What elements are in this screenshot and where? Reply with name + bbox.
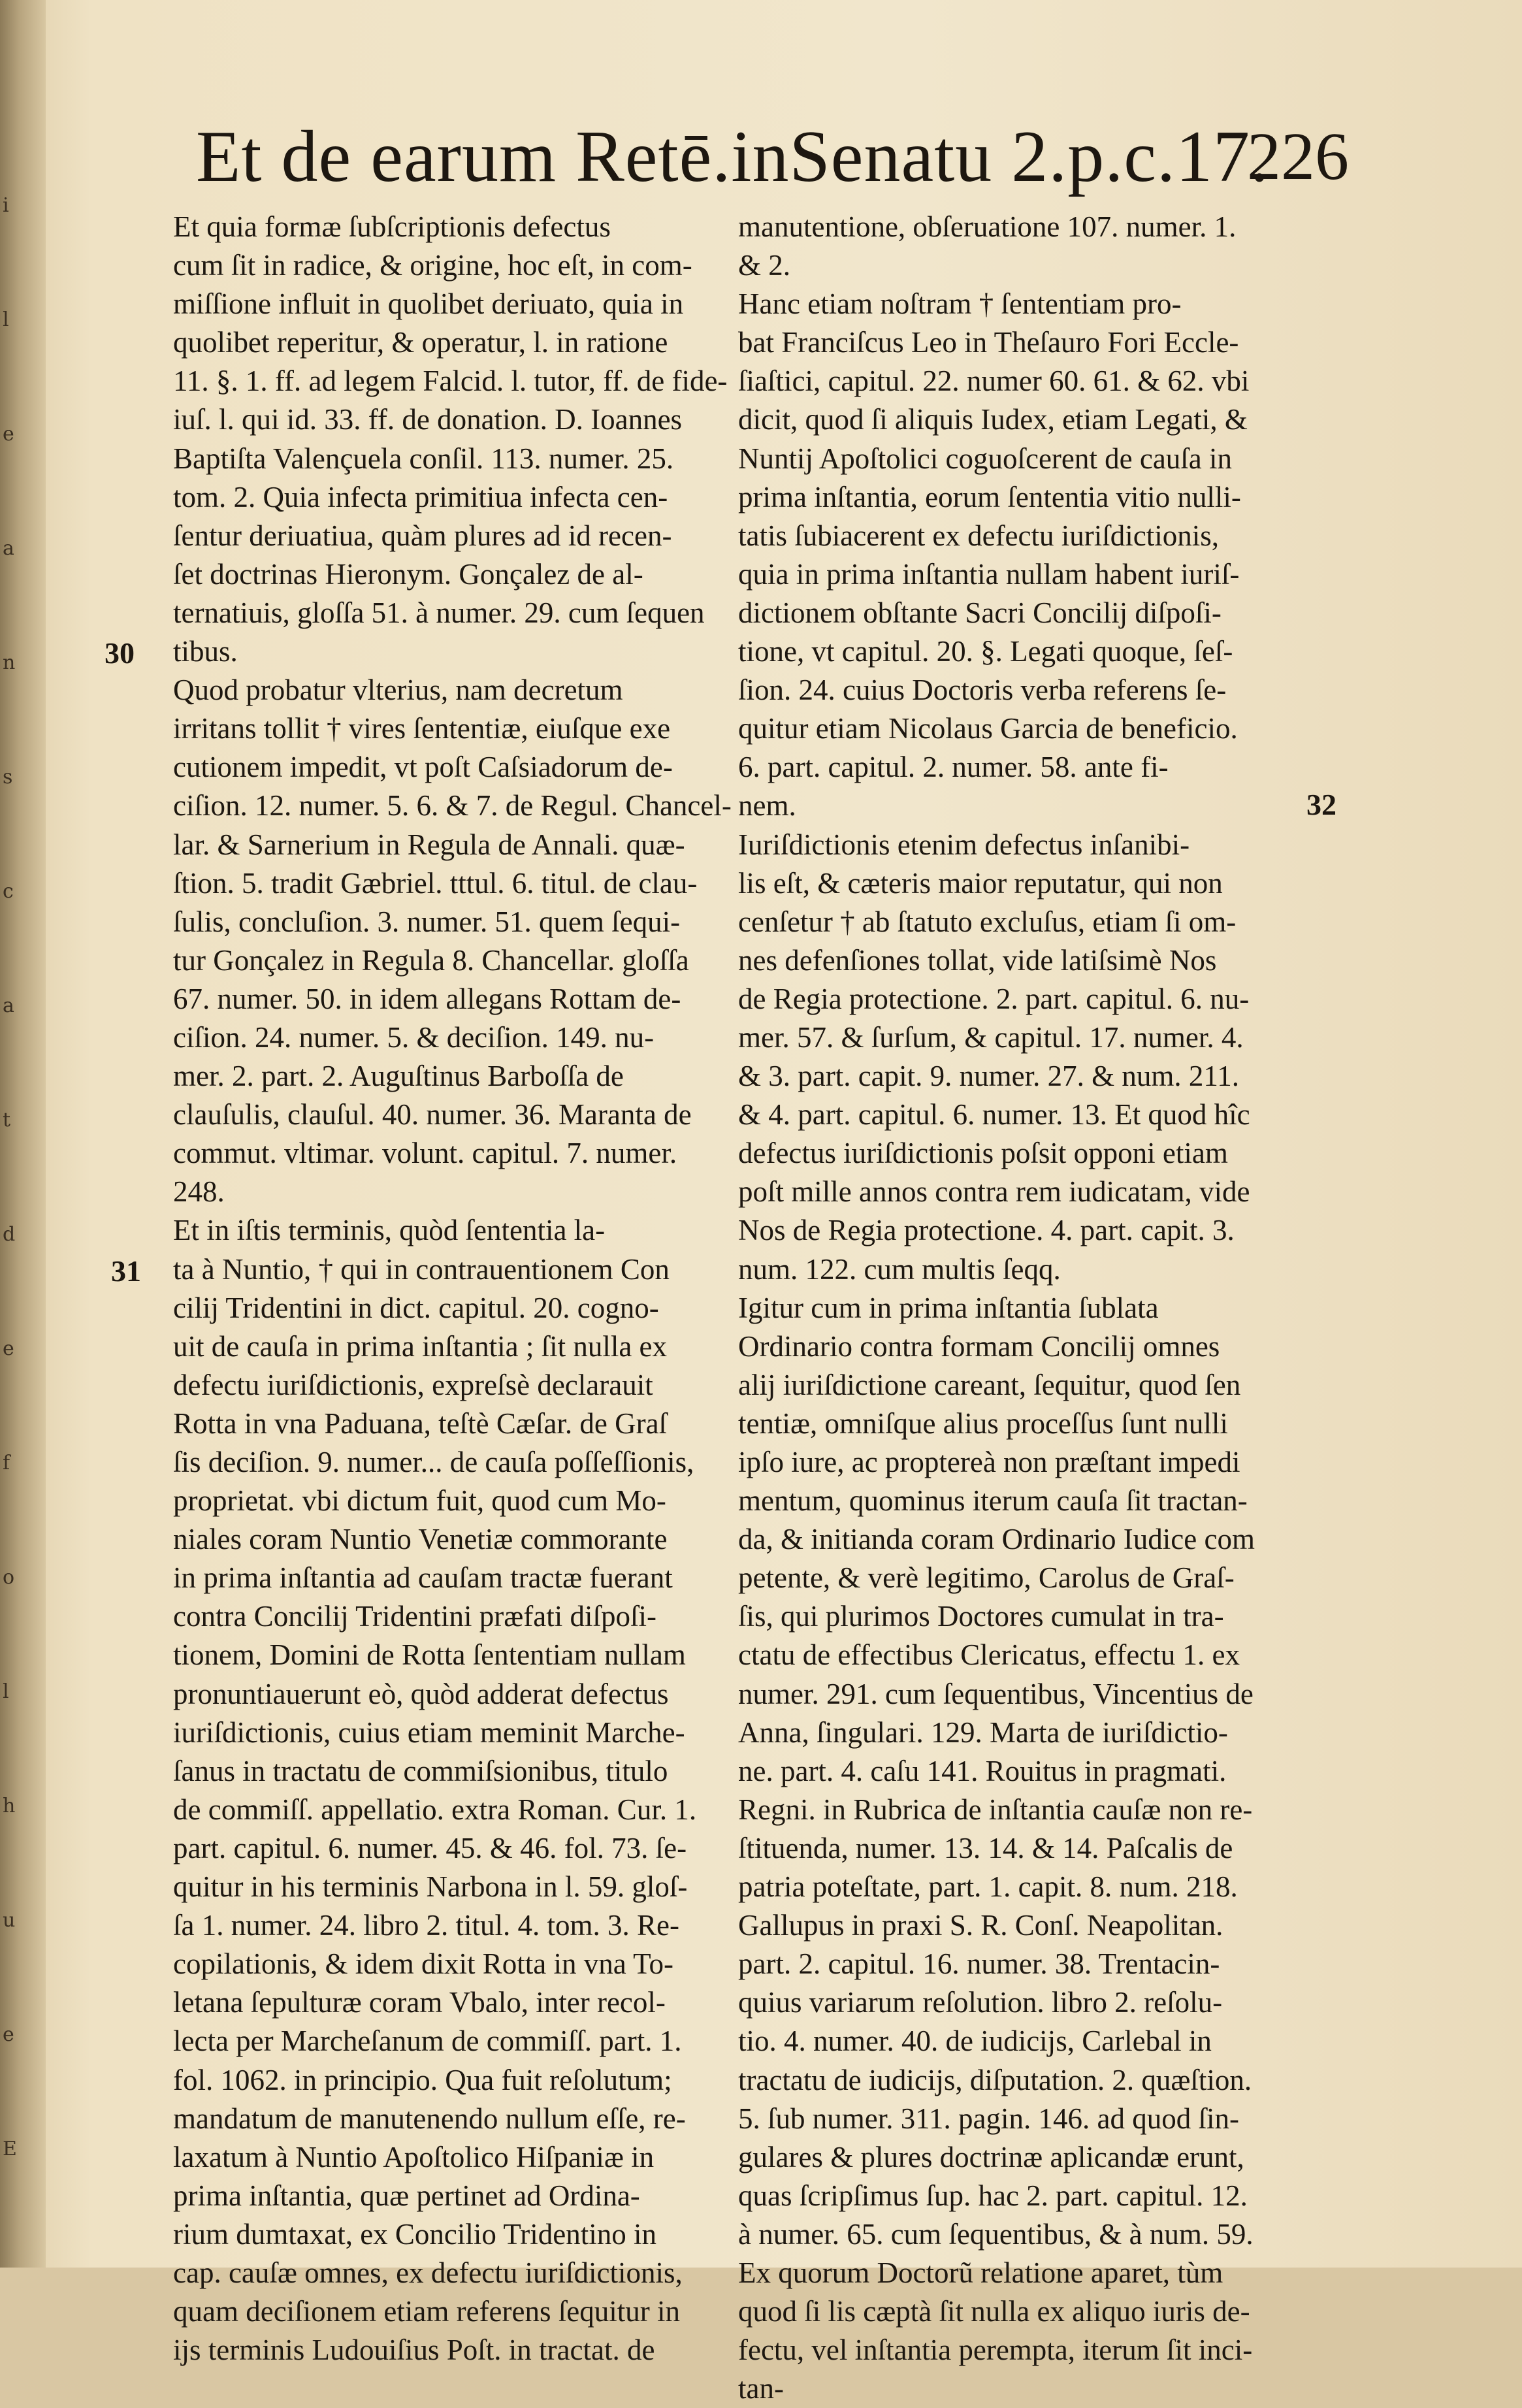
text-line: bat Franciſcus Leo in Theſauro Fori Eccle- bbox=[738, 326, 1239, 359]
text-line: quolibet reperitur, & operatur, l. in ratione bbox=[173, 326, 668, 359]
text-line: mentum, quominus iterum cauſa ſit tractan- bbox=[738, 1484, 1248, 1518]
text-line: Baptiſta Valençuela conſil. 113. numer. 25. bbox=[173, 442, 674, 475]
text-line: Ordinario contra formam Concilij omnes bbox=[738, 1329, 1220, 1363]
text-line: cilij Tridentini in dict. capitul. 20. cogno- bbox=[173, 1291, 659, 1324]
text-line: lar. & Sarnerium in Regula de Annali. quæ- bbox=[173, 828, 685, 861]
text-line: da, & initianda coram Ordinario Iudice com bbox=[738, 1523, 1255, 1556]
binding-gutter bbox=[0, 0, 46, 2268]
text-line: 248. bbox=[173, 1175, 225, 1209]
running-title: Et de earum Retē.inSenatu 2.p.c.17. bbox=[196, 116, 1269, 197]
text-line: num. 122. cum multis ſeqq. bbox=[738, 1252, 1061, 1286]
gutter-letter: a bbox=[3, 537, 14, 560]
text-line: mandatum de manutenendo nullum eſſe, re- bbox=[173, 2102, 686, 2135]
text-line: defectus iuriſdictionis poſsit opponi etiam bbox=[738, 1137, 1228, 1170]
gutter-letter: l bbox=[3, 308, 9, 331]
gutter-letter: h bbox=[3, 1795, 16, 1817]
margin-number-31: 31 bbox=[111, 1254, 141, 1288]
text-line: quitur etiam Nicolaus Garcia de beneficio. bbox=[738, 712, 1238, 745]
text-line: tentiæ, omniſque alius proceſſus ſunt nulli bbox=[738, 1407, 1228, 1440]
gutter-letter: c bbox=[3, 880, 14, 903]
text-line: ſulis, concluſion. 3. numer. 51. quem ſequi- bbox=[173, 905, 681, 938]
text-line: nes defenſiones tollat, vide latiſsimè Nos bbox=[738, 943, 1217, 977]
text-line: Rotta in vna Paduana, teſtè Cæſar. de Graſ bbox=[173, 1407, 668, 1440]
text-line: clauſulis, clauſul. 40. numer. 36. Maranta de bbox=[173, 1098, 692, 1131]
text-line: cenſetur † ab ſtatuto excluſus, etiam ſi om- bbox=[738, 905, 1237, 938]
text-line: tione, vt capitul. 20. §. Legati quoque, ſeſ- bbox=[738, 635, 1233, 668]
gutter-letter: e bbox=[3, 1337, 14, 1360]
text-line: petente, & verè legitimo, Carolus de Graſ- bbox=[738, 1561, 1235, 1595]
text-line: lis eſt, & cæteris maior reputatur, qui non bbox=[738, 866, 1223, 900]
gutter-letter: d bbox=[3, 1223, 16, 1246]
text-line: miſſione influit in quolibet deriuato, quia in bbox=[173, 287, 684, 321]
gutter-letter: o bbox=[3, 1566, 15, 1589]
text-line: ſa 1. numer. 24. libro 2. titul. 4. tom. 3. Re- bbox=[173, 1909, 679, 1942]
text-line: mer. 57. & ſurſum, & capitul. 17. numer. 4. bbox=[738, 1020, 1244, 1054]
text-line: ijs terminis Ludouiſius Poſt. in tractat. de bbox=[173, 2334, 655, 2367]
text-line: dictionem obſtante Sacri Concilij diſpoſi- bbox=[738, 596, 1222, 629]
gutter-letter: E bbox=[3, 2138, 17, 2160]
text-line: ternatiuis, gloſſa 51. à numer. 29. cum ſequen bbox=[173, 596, 705, 629]
text-line: rium dumtaxat, ex Concilio Tridentino in bbox=[173, 2217, 656, 2251]
text-line: commut. vltimar. volunt. capitul. 7. numer. bbox=[173, 1137, 677, 1170]
gutter-letter: t bbox=[3, 1109, 11, 1131]
text-line: dicit, quod ſi aliquis Iudex, etiam Legati, & bbox=[738, 403, 1248, 436]
left-text-column bbox=[173, 208, 732, 2369]
text-line: Nos de Regia protectione. 4. part. capit. 3. bbox=[738, 1214, 1235, 1247]
text-line: fol. 1062. in principio. Qua fuit reſolutum; bbox=[173, 2063, 672, 2096]
text-line: poſt mille annos contra rem iudicatam, vide bbox=[738, 1175, 1250, 1209]
text-line: nem. bbox=[738, 789, 796, 822]
text-line: ciſion. 24. numer. 5. & deciſion. 149. nu- bbox=[173, 1020, 655, 1054]
text-line: Hanc etiam noſtram † ſententiam pro- bbox=[738, 287, 1182, 321]
text-line: Anna, ſingulari. 129. Marta de iuriſdictio- bbox=[738, 1716, 1228, 1749]
text-line: tom. 2. Quia infecta primitiua infecta cen- bbox=[173, 480, 668, 513]
text-line: ſis deciſion. 9. numer... de cauſa poſſeſſionis, bbox=[173, 1446, 694, 1478]
text-line: Et in iſtis terminis, quòd ſententia la- bbox=[173, 1214, 606, 1247]
text-line: quas ſcripſimus ſup. hac 2. part. capitul. 12. bbox=[738, 2179, 1248, 2212]
text-line: part. capitul. 6. numer. 45. & 46. fol. 73. ſe- bbox=[173, 1831, 687, 1864]
gutter-letter: e bbox=[3, 2023, 14, 2046]
text-line: patria poteſtate, part. 1. capit. 8. num. 218. bbox=[738, 1870, 1238, 1904]
text-line: de commiſſ. appellatio. extra Roman. Cur. 1. bbox=[173, 1793, 697, 1826]
text-line: tio. 4. numer. 40. de iudicijs, Carlebal in bbox=[738, 2025, 1212, 2058]
text-line: prima inſtantia, quæ pertinet ad Ordina- bbox=[173, 2179, 640, 2212]
gutter-letter: e bbox=[3, 423, 14, 446]
text-line: iuriſdictionis, cuius etiam meminit Marche- bbox=[173, 1716, 685, 1749]
text-line: quius variarum reſolution. libro 2. reſolu- bbox=[738, 1986, 1223, 2019]
text-line: tur Gonçalez in Regula 8. Chancellar. gloſſa bbox=[173, 943, 689, 977]
page-number: 226 bbox=[1247, 119, 1349, 194]
text-line: tan- bbox=[738, 2372, 784, 2405]
text-line: contra Concilij Tridentini præfati diſpoſi- bbox=[173, 1600, 656, 1633]
text-line: Nuntij Apoſtolici coguoſcerent de cauſa in bbox=[738, 442, 1233, 475]
text-line: quia in prima inſtantia nullam habent iuriſ- bbox=[738, 557, 1240, 591]
text-line: gulares & plures doctrinæ aplicandæ erunt, bbox=[738, 2140, 1244, 2173]
gutter-fragment-letters bbox=[3, 0, 29, 2268]
margin-number-32: 32 bbox=[1306, 788, 1336, 821]
text-line: ſis, qui plurimos Doctores cumulat in tra- bbox=[738, 1600, 1224, 1633]
text-line: in prima inſtantia ad cauſam tractæ fuerant bbox=[173, 1561, 673, 1595]
text-line: niales coram Nuntio Venetiæ commorante bbox=[173, 1523, 668, 1556]
text-line: 5. ſub numer. 311. pagin. 146. ad quod ſin- bbox=[738, 2102, 1239, 2135]
text-line: mer. 2. part. 2. Auguſtinus Barboſſa de bbox=[173, 1060, 624, 1093]
text-line: ctatu de effectibus Clericatus, effectu 1. ex bbox=[738, 1638, 1240, 1672]
text-line: quam deciſionem etiam referens ſequitur in bbox=[173, 2295, 680, 2328]
text-line: ſtituenda, numer. 13. 14. & 14. Paſcalis de bbox=[738, 1831, 1233, 1864]
text-line: uit de cauſa in prima inſtantia ; ſit nulla ex bbox=[173, 1329, 668, 1363]
text-line: cutionem impedit, vt poſt Caſsiadorum de- bbox=[173, 751, 673, 784]
text-line: prima inſtantia, eorum ſententia vitio nulli- bbox=[738, 480, 1241, 513]
text-line: cum ſit in radice, & origine, hoc eſt, in com- bbox=[173, 249, 692, 282]
text-line: ſtion. 5. tradit Gæbriel. tttul. 6. titul. de clau- bbox=[173, 866, 698, 900]
text-line: cap. cauſæ omnes, ex defectu iuriſdictionis, bbox=[173, 2256, 683, 2289]
text-line: & 3. part. capit. 9. numer. 27. & num. 211. bbox=[738, 1060, 1239, 1093]
text-line: copilationis, & idem dixit Rotta in vna To- bbox=[173, 1947, 673, 1981]
text-line: part. 2. capitul. 16. numer. 38. Trentacin- bbox=[738, 1947, 1220, 1981]
text-line: à numer. 65. cum ſequentibus, & à num. 59. bbox=[738, 2217, 1254, 2251]
gutter-letter: i bbox=[3, 194, 9, 217]
text-line: alij iuriſdictione careant, ſequitur, quod ſen bbox=[738, 1368, 1241, 1401]
gutter-letter: n bbox=[3, 651, 16, 674]
text-line: laxatum à Nuntio Apoſtolico Hiſpaniæ in bbox=[173, 2140, 655, 2173]
gutter-letter: l bbox=[3, 1680, 9, 1703]
gutter-letter: u bbox=[3, 1909, 16, 1932]
text-line: manutentione, obſeruatione 107. numer. 1. bbox=[738, 210, 1237, 243]
text-line: ſion. 24. cuius Doctoris verba referens ſe- bbox=[738, 674, 1227, 707]
text-line: fectu, vel inſtantia perempta, iterum ſit inci- bbox=[738, 2334, 1253, 2367]
text-line: tibus. bbox=[173, 635, 238, 668]
text-line: proprietat. vbi dictum fuit, quod cum Mo- bbox=[173, 1484, 666, 1518]
text-line: 67. numer. 50. in idem allegans Rottam de- bbox=[173, 982, 681, 1015]
text-line: iuſ. l. qui id. 33. ff. de donation. D. Ioannes bbox=[173, 403, 683, 436]
text-line: ciſion. 12. numer. 5. 6. & 7. de Regul. Chancel- bbox=[173, 789, 732, 822]
text-line: ſiaſtici, capitul. 22. numer 60. 61. & 62. vbi bbox=[738, 365, 1250, 398]
margin-number-30: 30 bbox=[105, 636, 135, 670]
gutter-letter: f bbox=[3, 1452, 10, 1474]
text-line: quod ſi lis cæptà ſit nulla ex aliquo iuris de- bbox=[738, 2295, 1250, 2328]
text-line: lecta per Marcheſanum de commiſſ. part. 1. bbox=[173, 2025, 682, 2058]
text-line: ipſo iure, ac proptereà non præſtant impedi bbox=[738, 1446, 1240, 1478]
gutter-letter: a bbox=[3, 994, 14, 1017]
right-text-column bbox=[738, 208, 1300, 2408]
text-line: tatis ſubiacerent ex defectu iuriſdictionis, bbox=[738, 519, 1219, 552]
text-line: ſanus in tractatu de commiſsionibus, titulo bbox=[173, 1754, 668, 1787]
text-line: & 4. part. capitul. 6. numer. 13. Et quod hîc bbox=[738, 1098, 1250, 1131]
text-line: ſet doctrinas Hieronym. Gonçalez de al- bbox=[173, 557, 643, 591]
text-line: quitur in his terminis Narbona in l. 59. gloſ- bbox=[173, 1870, 688, 1904]
text-line: Igitur cum in prima inſtantia ſublata bbox=[738, 1291, 1159, 1324]
gutter-letter: s bbox=[3, 766, 13, 789]
text-line: pronuntiauerunt eò, quòd adderat defectus bbox=[173, 1677, 669, 1710]
text-line: letana ſepulturæ coram Vbalo, inter recol- bbox=[173, 1986, 666, 2019]
text-line: Quod probatur vlterius, nam decretum bbox=[173, 674, 623, 707]
text-line: de Regia protectione. 2. part. capitul. 6. nu- bbox=[738, 982, 1250, 1015]
text-line: ne. part. 4. caſu 141. Rouitus in pragmati. bbox=[738, 1754, 1227, 1787]
text-line: 6. part. capitul. 2. numer. 58. ante fi- bbox=[738, 751, 1169, 784]
text-line: Regni. in Rubrica de inſtantia cauſæ non re- bbox=[738, 1793, 1253, 1826]
text-line: & 2. bbox=[738, 249, 791, 282]
text-line: Gallupus in praxi S. R. Conſ. Neapolitan. bbox=[738, 1909, 1223, 1942]
text-line: 11. §. 1. ff. ad legem Falcid. l. tutor, ff. de fide- bbox=[173, 365, 728, 398]
text-line: numer. 291. cum ſequentibus, Vincentius de bbox=[738, 1677, 1254, 1710]
text-line: Et quia formæ ſubſcriptionis defectus bbox=[173, 210, 611, 243]
text-line: defectu iuriſdictionis, expreſsè declarauit bbox=[173, 1368, 653, 1401]
text-line: Ex quorum Doctorũ relatione aparet, tùm bbox=[738, 2256, 1223, 2289]
text-line: ta à Nuntio, † qui in contrauentionem Con bbox=[173, 1252, 670, 1286]
text-line: irritans tollit † vires ſententiæ, eiuſque exe bbox=[173, 712, 671, 745]
text-line: ſentur deriuatiua, quàm plures ad id recen- bbox=[173, 519, 672, 552]
text-line: tractatu de iudicijs, diſputation. 2. quæſtion. bbox=[738, 2063, 1252, 2096]
text-line: Iuriſdictionis etenim defectus inſanibi- bbox=[738, 828, 1190, 861]
text-line: tionem, Domini de Rotta ſententiam nullam bbox=[173, 1638, 686, 1672]
